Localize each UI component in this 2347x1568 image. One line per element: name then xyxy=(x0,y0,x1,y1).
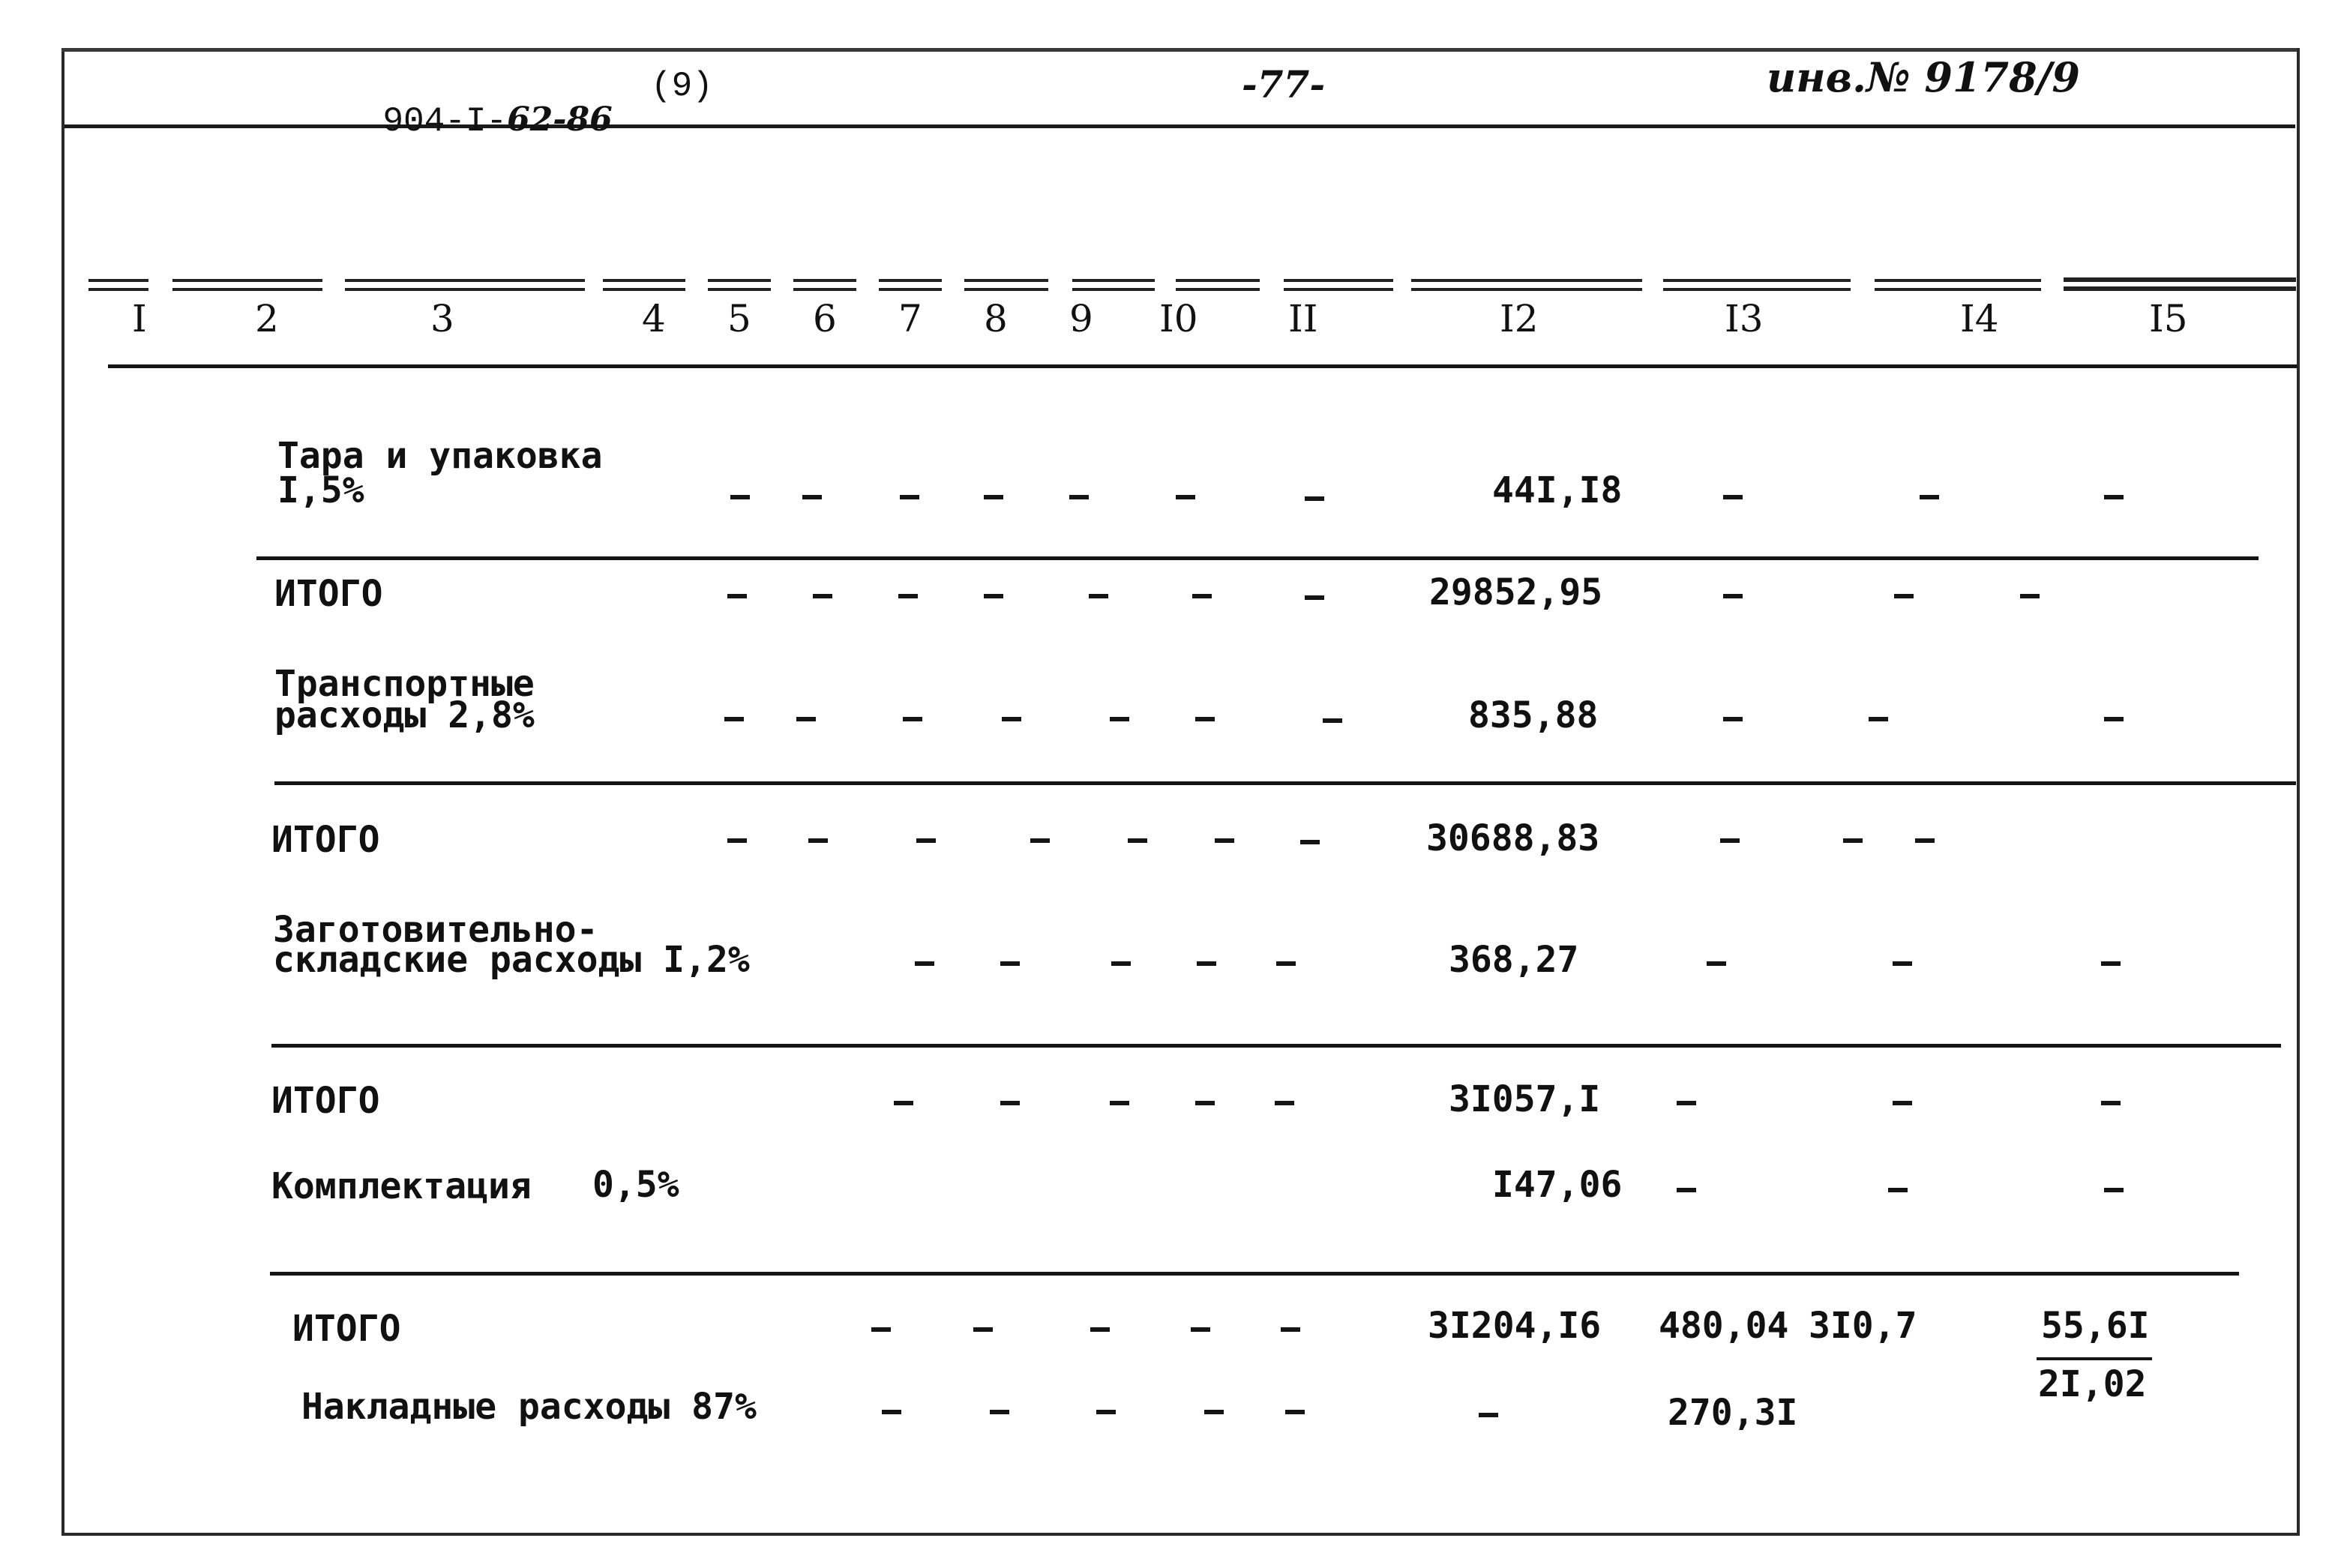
column-number: I xyxy=(132,297,147,340)
column-number: 9 xyxy=(1069,297,1093,340)
inventory-number: инв.№ 9178/9 xyxy=(1767,53,2080,101)
doc-code-handwritten: 62-86 xyxy=(507,100,613,139)
column-number: I3 xyxy=(1725,297,1764,340)
page-number: -77- xyxy=(1242,62,1326,106)
doc-code xyxy=(300,69,613,173)
column-number: I4 xyxy=(1960,297,1999,340)
row-value: 368,27 xyxy=(1449,939,1579,981)
row-rule xyxy=(274,781,2296,785)
row-rule xyxy=(256,556,2259,560)
row-label: Транспортные xyxy=(274,663,535,705)
row-value: 835,88 xyxy=(1468,694,1599,736)
column-number: I0 xyxy=(1159,297,1198,340)
column-number: 8 xyxy=(984,297,1008,340)
row-value-col13: 270,3I xyxy=(1668,1392,1798,1434)
column-number: 6 xyxy=(813,297,837,340)
row-percent: 0,5% xyxy=(592,1164,679,1206)
row-label: Комплектация xyxy=(271,1165,532,1207)
column-number: 2 xyxy=(255,297,279,340)
row-value-col15-bottom: 2I,02 xyxy=(2038,1363,2147,1405)
sheet-number: (9) xyxy=(651,67,713,106)
row-value: 3I057,I xyxy=(1449,1078,1601,1120)
row-label: расходы 2,8% xyxy=(274,694,535,736)
frame-top-line xyxy=(61,48,2297,52)
row-label: Тара и упаковка xyxy=(277,435,603,477)
row-rule xyxy=(271,1044,2281,1048)
column-number: I5 xyxy=(2149,297,2188,340)
doc-code-printed: 904-I- xyxy=(382,102,508,141)
row-label: складские расходы I,2% xyxy=(273,939,750,981)
row-label: Накладные расходы 87% xyxy=(301,1386,757,1428)
row-value: 3I204,I6 xyxy=(1428,1305,1602,1347)
column-number: 7 xyxy=(898,297,922,340)
column-number: I2 xyxy=(1500,297,1539,340)
column-number: 3 xyxy=(430,297,454,340)
row-label: ИТОГО xyxy=(274,573,383,615)
row-value: 44I,I8 xyxy=(1492,469,1623,511)
row-rule xyxy=(270,1272,2239,1276)
row-label: ИТОГО xyxy=(271,1080,380,1122)
column-number: II xyxy=(1288,297,1318,340)
row-value-col15-top: 55,6I xyxy=(2041,1305,2150,1347)
row-value-col13: 480,04 xyxy=(1659,1305,1789,1347)
fraction-bar xyxy=(2037,1357,2152,1360)
column-number: 4 xyxy=(642,297,666,340)
column-header-rule xyxy=(108,364,2298,368)
row-label: ИТОГО xyxy=(271,819,380,861)
column-number: 5 xyxy=(727,297,751,340)
row-value: I47,06 xyxy=(1492,1164,1623,1206)
row-label: I,5% xyxy=(277,469,364,511)
row-label: Заготовительно- xyxy=(273,909,598,951)
row-value: 30688,83 xyxy=(1426,817,1600,859)
row-value: 29852,95 xyxy=(1429,571,1603,613)
row-value-col14: 3I0,7 xyxy=(1809,1305,1917,1347)
row-label: ИТОГО xyxy=(292,1308,401,1350)
